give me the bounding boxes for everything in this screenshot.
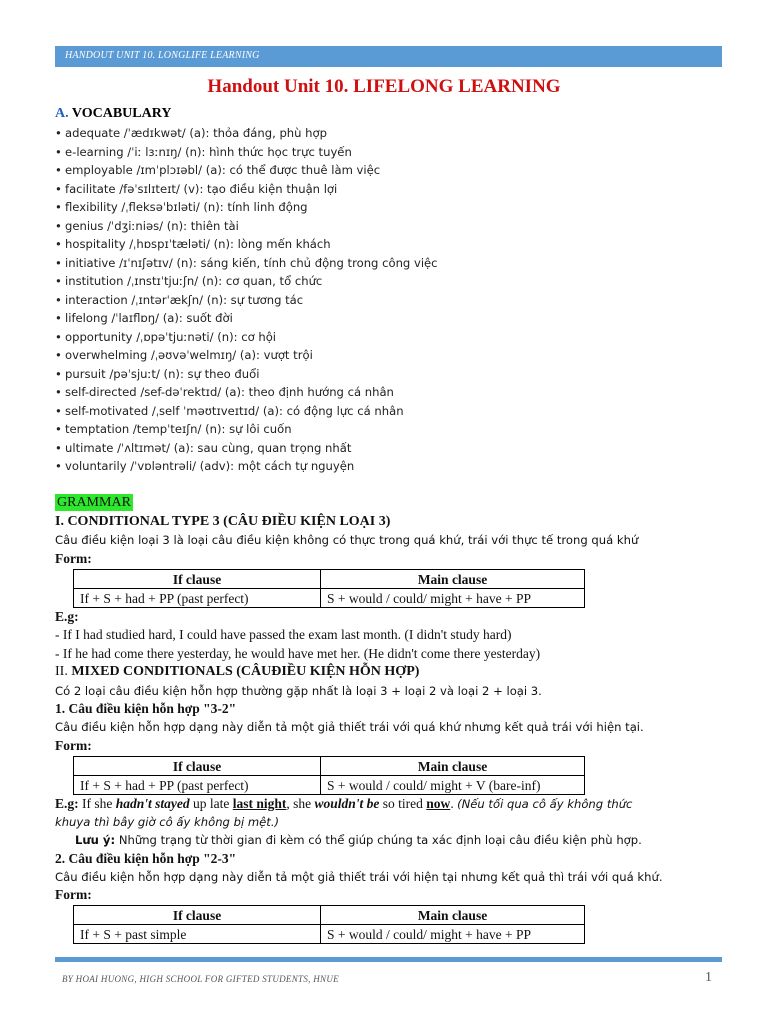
header-text: HANDOUT UNIT 10. LONGLIFE LEARNING — [65, 50, 260, 61]
sub1-form-table — [73, 756, 585, 795]
list-item: • voluntarily /ˈvɒləntrəli/ (adv): một cách tự nguyện — [55, 459, 355, 473]
section1-description: Câu điều kiện loại 3 là loại câu điều kiện không có thực trong quá khứ, trái với thực tế trong quá khứ — [55, 533, 639, 547]
section1-form-table — [73, 569, 585, 608]
list-item: • e-learning /ˈiː lɜːnɪŋ/ (n): hình thức học trực tuyến — [55, 144, 352, 159]
grammar-tag: GRAMMAR — [57, 495, 131, 510]
list-item: • institution /ˌɪnstɪˈtjuːʃn/ (n): cơ quan, tổ chức — [55, 274, 323, 288]
table-cell: If + S + past simple — [74, 925, 321, 944]
section1-form-label: Form: — [55, 551, 92, 566]
sub2-heading: 2. Câu điều kiện hỗn hợp "2-3" — [55, 851, 237, 866]
table-cell: S + would / could/ might + V (bare-inf) — [321, 776, 585, 795]
list-item: • facilitate /fəˈsɪlɪteɪt/ (v): tạo điều kiện thuận lợi — [55, 181, 338, 196]
sub1-description: Câu điều kiện hỗn hợp dạng này diễn tả một giả thiết trái với quá khứ nhưng kết quả trái với hiện tại. — [55, 720, 644, 734]
list-item: • pursuit /pəˈsjuːt/ (n): sự theo đuổi — [55, 366, 260, 381]
vocabulary-heading — [55, 106, 171, 122]
table-header: Main clause — [321, 757, 585, 776]
list-item: • adequate /ˈædɪkwət/ (a): thỏa đáng, phù hợp — [55, 126, 327, 140]
sub2-form-table — [73, 905, 585, 944]
sub1-heading: 1. Câu điều kiện hỗn hợp "3-2" — [55, 701, 237, 716]
table-cell: S + would / could/ might + have + PP — [321, 589, 585, 608]
section-letter: A. — [55, 106, 69, 121]
sub1-note: Lưu ý: Những trạng từ thời gian đi kèm có thể giúp chúng ta xác định loại câu điều kiện phù hợp. — [75, 833, 642, 847]
list-item: • overwhelming /ˌəʊvəˈwelmɪŋ/ (a): vượt trội — [55, 348, 313, 362]
sub1-example-cont: khuya thì bây giờ cô ấy không bị mệt.) — [55, 815, 280, 829]
list-item: • self-motivated /ˌself ˈməʊtɪveɪtɪd/ (a): có động lực cá nhân — [55, 403, 404, 418]
footer-text: BY HOAI HUONG, HIGH SCHOOL FOR GIFTED STUDENTS, HNUE — [62, 974, 339, 984]
example-line: - If he had come there yesterday, he would have met her. (He didn't come there yesterday) — [55, 646, 541, 661]
list-item: • genius /ˈdʒiːniəs/ (n): thiên tài — [55, 218, 239, 233]
section1-heading: I. CONDITIONAL TYPE 3 (CÂU ĐIỀU KIỆN LOẠI 3) — [55, 514, 391, 529]
list-item: • initiative /ɪˈnɪʃətɪv/ (n): sáng kiến, tính chủ động trong công việc — [55, 255, 438, 270]
table-header: If clause — [74, 570, 321, 589]
list-item: • opportunity /ˌɒpəˈtjuːnəti/ (n): cơ hội — [55, 329, 277, 344]
page-title: Handout Unit 10. LIFELONG LEARNING — [207, 76, 561, 97]
footer-bar — [55, 957, 722, 962]
list-item: • temptation /tempˈteɪʃn/ (n): sự lôi cuốn — [55, 422, 292, 436]
section2-heading: II. MIXED CONDITIONALS (CÂUĐIỀU KIỆN HỖN HỢP) — [55, 664, 420, 679]
header-bar — [55, 46, 722, 67]
table-cell: If + S + had + PP (past perfect) — [74, 776, 321, 795]
list-item: • ultimate /ˈʌltɪmət/ (a): sau cùng, quan trọng nhất — [55, 440, 352, 455]
list-item: • lifelong /ˈlaɪflɒŋ/ (a): suốt đời — [55, 311, 233, 325]
table-header: Main clause — [321, 570, 585, 589]
table-header: If clause — [74, 757, 321, 776]
sub2-description: Câu điều kiện hỗn hợp dạng này diễn tả một giả thiết trái với hiện tại nhưng kết quả thì trái với quá khứ. — [55, 870, 663, 884]
table-cell: If + S + had + PP (past perfect) — [74, 589, 321, 608]
section1-eg-label: E.g: — [55, 609, 79, 624]
sub1-form-label: Form: — [55, 738, 92, 753]
table-header: If clause — [74, 906, 321, 925]
page-number: 1 — [705, 970, 712, 985]
list-item: • interaction /ˌɪntərˈækʃn/ (n): sự tương tác — [55, 292, 304, 307]
vocabulary-list — [55, 124, 735, 476]
table-header: Main clause — [321, 906, 585, 925]
list-item: • employable /ɪmˈplɔɪəbl/ (a): có thể được thuê làm việc — [55, 163, 381, 177]
vocabulary-heading-text: VOCABULARY — [71, 106, 172, 121]
list-item: • hospitality /ˌhɒspɪˈtæləti/ (n): lòng mến khách — [55, 237, 331, 251]
table-cell: S + would / could/ might + have + PP — [321, 925, 585, 944]
sub2-form-label: Form: — [55, 887, 92, 902]
list-item: • self-directed /sef-dəˈrektɪd/ (a): theo định hướng cá nhân — [55, 385, 394, 399]
sub1-example: E.g: If she hadn't stayed up late last night, she wouldn't be so tired now. (Nếu tối qua cô ấy không thức — [55, 796, 633, 811]
section2-description: Có 2 loại câu điều kiện hỗn hợp thường gặp nhất là loại 3 + loại 2 và loại 2 + loại 3. — [55, 684, 542, 698]
example-line: - If I had studied hard, I could have passed the exam last month. (I didn't study hard) — [55, 627, 512, 642]
list-item: • flexibility /ˌfleksəˈbɪləti/ (n): tính linh động — [55, 200, 308, 214]
